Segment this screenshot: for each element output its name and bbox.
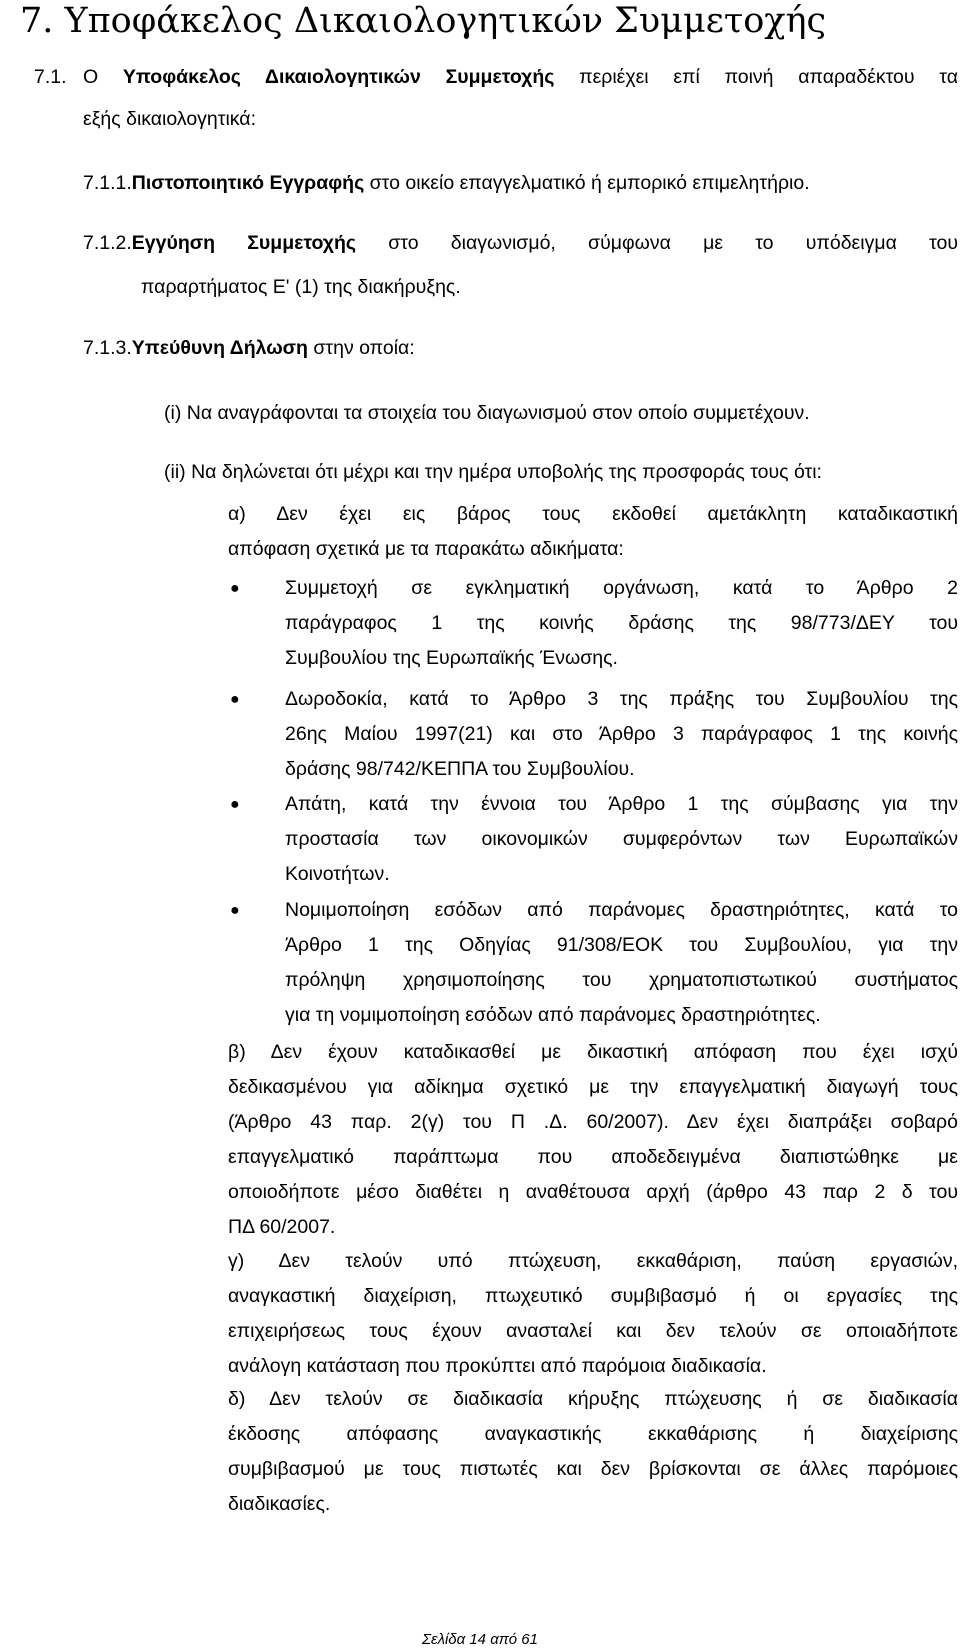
list-item-line: πρόληψη χρησιμοποίησης του χρηματοπιστωτικού συστήματος xyxy=(285,969,958,991)
subsection-7-1-1: 7.1.1.Πιστοποιητικό Εγγραφής στο οικείο επαγγελματικό ή εμπορικό επιμελητήριο. xyxy=(83,172,810,194)
section-heading: 7. Υποφάκελος Δικαιολογητικών Συμμετοχής xyxy=(20,1,827,41)
paragraph-line: δ) Δεν τελούν σε διαδικασία κήρυξης πτώχευσης ή σε διαδικασία xyxy=(228,1388,958,1410)
section-intro-line2: εξής δικαιολογητικά: xyxy=(83,108,256,130)
bullet-icon: ● xyxy=(230,691,240,708)
item-i: (i) Να αναγράφονται τα στοιχεία του διαγωνισμού στον οποίο συμμετέχουν. xyxy=(164,402,810,424)
paragraph-line: αναγκαστική διαχείριση, πτωχευτικό συμβιβασμό ή οι εργασίες της xyxy=(228,1285,958,1307)
subsection-7-1-2-line2: παραρτήματος Ε' (1) της διακήρυξης. xyxy=(141,276,461,298)
paragraph-line: ΠΔ 60/2007. xyxy=(228,1216,336,1238)
subsection-7-1-3: 7.1.3.Υπεύθυνη Δήλωση στην οποία: xyxy=(83,337,415,359)
list-item-line: 26ης Μαίου 1997(21) και στο Άρθρο 3 παράγραφος 1 της κοινής xyxy=(285,723,958,745)
paragraph-line: απόφαση σχετικά με τα παρακάτω αδικήματα: xyxy=(228,538,624,560)
list-item-line: Απάτη, κατά την έννοια του Άρθρο 1 της σύμβασης για την xyxy=(285,793,958,815)
list-item xyxy=(285,571,958,676)
paragraph-beta xyxy=(228,1035,958,1245)
paragraph-delta xyxy=(228,1382,958,1522)
paragraph-line: συμβιβασμού με τους πιστωτές και δεν βρίσκονται σε άλλες παρόμοιες xyxy=(228,1458,958,1480)
list-item-line: δράσης 98/742/ΚΕΠΠΑ του Συμβουλίου. xyxy=(285,758,635,780)
paragraph-line: έκδοσης απόφασης αναγκαστικής εκκαθάρισης ή διαχείρισης xyxy=(228,1423,958,1445)
list-item xyxy=(285,682,958,787)
paragraph-line: οποιοδήποτε μέσο διαθέτει η αναθέτουσα αρχή (άρθρο 43 παρ 2 δ του xyxy=(228,1181,958,1203)
page-number-footer: Σελίδα 14 από 61 xyxy=(421,1631,538,1648)
section-intro-line1: Ο Υποφάκελος Δικαιολογητικών Συμμετοχής περιέχει επί ποινή απαραδέκτου τα xyxy=(83,66,958,88)
paragraph-line: διαδικασίες. xyxy=(228,1493,331,1515)
list-item-line: Άρθρο 1 της Οδηγίας 91/308/ΕΟΚ του Συμβουλίου, για την xyxy=(285,934,958,956)
paragraph-line: γ) Δεν τελούν υπό πτώχευση, εκκαθάριση, παύση εργασιών, xyxy=(228,1250,958,1272)
list-item xyxy=(285,893,958,1033)
paragraph-line: β) Δεν έχουν καταδικασθεί με δικαστική απόφαση που έχει ισχύ xyxy=(228,1041,958,1063)
paragraph-line: επιχειρήσεως τους έχουν ανασταλεί και δεν τελούν σε οποιαδήποτε xyxy=(228,1320,958,1342)
bullet-icon: ● xyxy=(230,580,240,597)
list-item-line: παράγραφος 1 της κοινής δράσης της 98/773/ΔΕΥ του xyxy=(285,612,958,634)
subsection-7-1-2-line1: 7.1.2.Εγγύηση Συμμετοχής στο διαγωνισμό, σύμφωνα με το υπόδειγμα του xyxy=(83,232,958,254)
paragraph-line: επαγγελματικό παράπτωμα που αποδεδειγμένα διαπιστώθηκε με xyxy=(228,1146,958,1168)
list-item-line: Δωροδοκία, κατά το Άρθρο 3 της πράξης του Συμβουλίου της xyxy=(285,688,958,710)
paragraph-line: δεδικασμένου για αδίκημα σχετικό με την επαγγελματική διαγωγή τους xyxy=(228,1076,958,1098)
section-number: 7.1. xyxy=(34,66,67,88)
item-ii: (ii) Να δηλώνεται ότι μέχρι και την ημέρα υποβολής της προσφοράς τους ότι: xyxy=(164,461,822,483)
paragraph-line: α) Δεν έχει εις βάρος τους εκδοθεί αμετάκλητη καταδικαστική xyxy=(228,503,958,525)
paragraph-gamma xyxy=(228,1244,958,1384)
paragraph-line: (Άρθρο 43 παρ. 2(γ) του Π .Δ. 60/2007). Δεν έχει διαπράξει σοβαρό xyxy=(228,1111,958,1133)
paragraph-line: ανάλογη κατάσταση που προκύπτει από παρόμοια διαδικασία. xyxy=(228,1355,767,1377)
list-item-line: Συμμετοχή σε εγκληματική οργάνωση, κατά το Άρθρο 2 xyxy=(285,577,958,599)
list-item-line: Συμβουλίου της Ευρωπαϊκής Ένωσης. xyxy=(285,647,618,669)
list-item-line: Κοινοτήτων. xyxy=(285,863,390,885)
list-item-line: προστασία των οικονομικών συμφερόντων των Ευρωπαϊκών xyxy=(285,828,958,850)
bullet-icon: ● xyxy=(230,902,240,919)
list-item xyxy=(285,787,958,892)
list-item-line: για τη νομιμοποίηση εσόδων από παράνομες δραστηριότητες. xyxy=(285,1004,821,1026)
bullet-icon: ● xyxy=(230,796,240,813)
paragraph-alpha xyxy=(228,497,958,567)
list-item-line: Νομιμοποίηση εσόδων από παράνομες δραστηριότητες, κατά το xyxy=(285,899,958,921)
